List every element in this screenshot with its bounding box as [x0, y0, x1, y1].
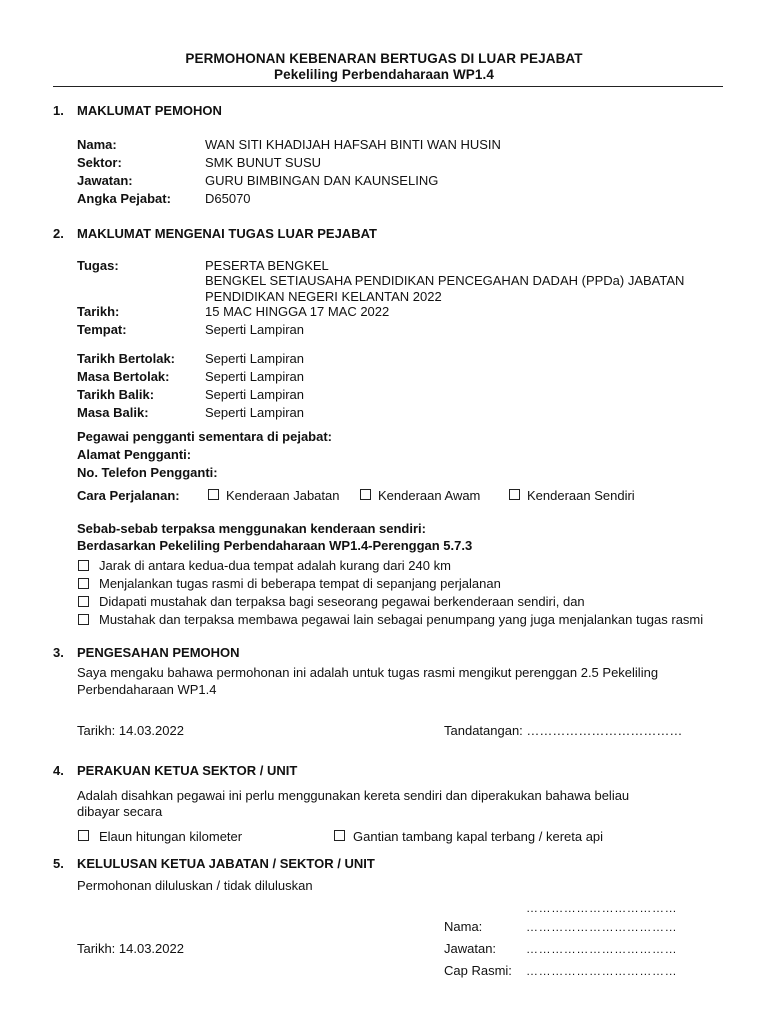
kenderaan-jabatan-label: Kenderaan Jabatan — [226, 488, 340, 503]
angka-pejabat-value: D65070 — [205, 191, 251, 206]
kenderaan-sendiri-checkbox[interactable] — [509, 489, 520, 500]
sektor-label: Sektor: — [77, 155, 122, 170]
sebab-jarak-checkbox[interactable] — [78, 560, 89, 571]
nama-value: WAN SITI KHADIJAH HAFSAH BINTI WAN HUSIN — [205, 137, 501, 152]
sebab-mustahak-checkbox[interactable] — [78, 596, 89, 607]
kenderaan-awam-checkbox[interactable] — [360, 489, 371, 500]
perakuan-text: dibayar secara — [77, 804, 163, 819]
elaun-kilometer-label: Elaun hitungan kilometer — [99, 829, 243, 844]
section-5-title: KELULUSAN KETUA JABATAN / SEKTOR / UNIT — [77, 856, 375, 871]
perakuan-text: Adalah disahkan pegawai ini perlu menggunakan kereta sendiri dan diperakukan bahawa beliau — [77, 788, 630, 803]
lulus-nama-label: Nama: — [444, 919, 483, 934]
form-subtitle: Pekeliling Perbendaharaan WP1.4 — [274, 67, 494, 82]
tempat-label: Tempat: — [77, 322, 127, 337]
nama-label: Nama: — [77, 137, 117, 152]
sebab-title: Sebab-sebab terpaksa menggunakan kenderaan sendiri: — [77, 521, 426, 536]
tugas-line: PENDIDIKAN NEGERI KELANTAN 2022 — [205, 289, 442, 304]
alamat-pengganti-label: Alamat Pengganti: — [77, 447, 192, 462]
header-divider — [53, 86, 723, 87]
tarikh-balik-label: Tarikh Balik: — [77, 387, 155, 402]
gantian-tambang-checkbox[interactable] — [334, 830, 345, 841]
tempat-value: Seperti Lampiran — [205, 322, 304, 337]
cap-rasmi-label: Cap Rasmi: — [444, 963, 512, 978]
cap-rasmi-line: ……………………………… — [526, 964, 678, 978]
masa-bertolak-label: Masa Bertolak: — [77, 369, 170, 384]
sebab-item: Menjalankan tugas rasmi di beberapa tempat di sepanjang perjalanan — [99, 576, 501, 591]
section-2-title: MAKLUMAT MENGENAI TUGAS LUAR PEJABAT — [77, 226, 377, 241]
tarikh-bertolak-label: Tarikh Bertolak: — [77, 351, 176, 366]
tugas-line: PESERTA BENGKEL — [205, 258, 329, 273]
lulus-jawatan-line: ……………………………… — [526, 942, 678, 956]
sebab-tugas-checkbox[interactable] — [78, 578, 89, 589]
sektor-value: SMK BUNUT SUSU — [205, 155, 322, 170]
gantian-tambang-label: Gantian tambang kapal terbang / kereta api — [353, 829, 604, 844]
kenderaan-awam-label: Kenderaan Awam — [378, 488, 481, 503]
form-title: PERMOHONAN KEBENARAN BERTUGAS DI LUAR PEJABAT — [185, 51, 583, 66]
tarikh-value: 15 MAC HINGGA 17 MAC 2022 — [205, 304, 390, 319]
pengesahan-text: Perbendaharaan WP1.4 — [77, 682, 217, 697]
kenderaan-sendiri-label: Kenderaan Sendiri — [527, 488, 635, 503]
kenderaan-jabatan-checkbox[interactable] — [208, 489, 219, 500]
tugas-label: Tugas: — [77, 258, 119, 273]
section-4-title: PERAKUAN KETUA SEKTOR / UNIT — [77, 763, 298, 778]
pemohon-tandatangan: Tandatangan: ……………………………… — [444, 723, 683, 738]
elaun-kilometer-checkbox[interactable] — [78, 830, 89, 841]
section-4-number: 4. — [53, 763, 64, 778]
masa-bertolak-value: Seperti Lampiran — [205, 369, 304, 384]
lulus-jawatan-label: Jawatan: — [444, 941, 497, 956]
kelulusan-text: Permohonan diluluskan / tidak diluluskan — [77, 878, 313, 893]
sebab-penumpang-checkbox[interactable] — [78, 614, 89, 625]
tarikh-balik-value: Seperti Lampiran — [205, 387, 304, 402]
section-1-number: 1. — [53, 103, 64, 118]
jawatan-label: Jawatan: — [77, 173, 133, 188]
pegawai-pengganti-label: Pegawai pengganti sementara di pejabat: — [77, 429, 333, 444]
masa-balik-label: Masa Balik: — [77, 405, 149, 420]
section-3-title: PENGESAHAN PEMOHON — [77, 645, 240, 660]
sebab-reference: Berdasarkan Pekeliling Perbendaharaan WP1.4-Perenggan 5.7.3 — [77, 538, 473, 553]
signature-line: ……………………………… — [526, 901, 678, 915]
section-2-number: 2. — [53, 226, 64, 241]
sebab-item: Jarak di antara kedua-dua tempat adalah kurang dari 240 km — [99, 558, 451, 573]
angka-pejabat-label: Angka Pejabat: — [77, 191, 171, 206]
jawatan-value: GURU BIMBINGAN DAN KAUNSELING — [205, 173, 439, 188]
pemohon-tarikh: Tarikh: 14.03.2022 — [77, 723, 184, 738]
section-3-number: 3. — [53, 645, 64, 660]
section-1-title: MAKLUMAT PEMOHON — [77, 103, 222, 118]
sebab-item: Mustahak dan terpaksa membawa pegawai lain sebagai penumpang yang juga menjalankan tugas rasmi — [99, 612, 704, 627]
tarikh-label: Tarikh: — [77, 304, 120, 319]
section-5-number: 5. — [53, 856, 64, 871]
kelulusan-tarikh: Tarikh: 14.03.2022 — [77, 941, 184, 956]
sebab-item: Didapati mustahak dan terpaksa bagi seseorang pegawai berkenderaan sendiri, dan — [99, 594, 585, 609]
masa-balik-value: Seperti Lampiran — [205, 405, 304, 420]
pengesahan-text: Saya mengaku bahawa permohonan ini adalah untuk tugas rasmi mengikut perenggan 2.5 Pekeliling — [77, 665, 659, 680]
cara-perjalanan-label: Cara Perjalanan: — [77, 488, 180, 503]
lulus-nama-line: ……………………………… — [526, 920, 678, 934]
telefon-pengganti-label: No. Telefon Pengganti: — [77, 465, 218, 480]
tarikh-bertolak-value: Seperti Lampiran — [205, 351, 304, 366]
tugas-line: BENGKEL SETIAUSAHA PENDIDIKAN PENCEGAHAN DADAH (PPDa) JABATAN — [205, 273, 685, 288]
